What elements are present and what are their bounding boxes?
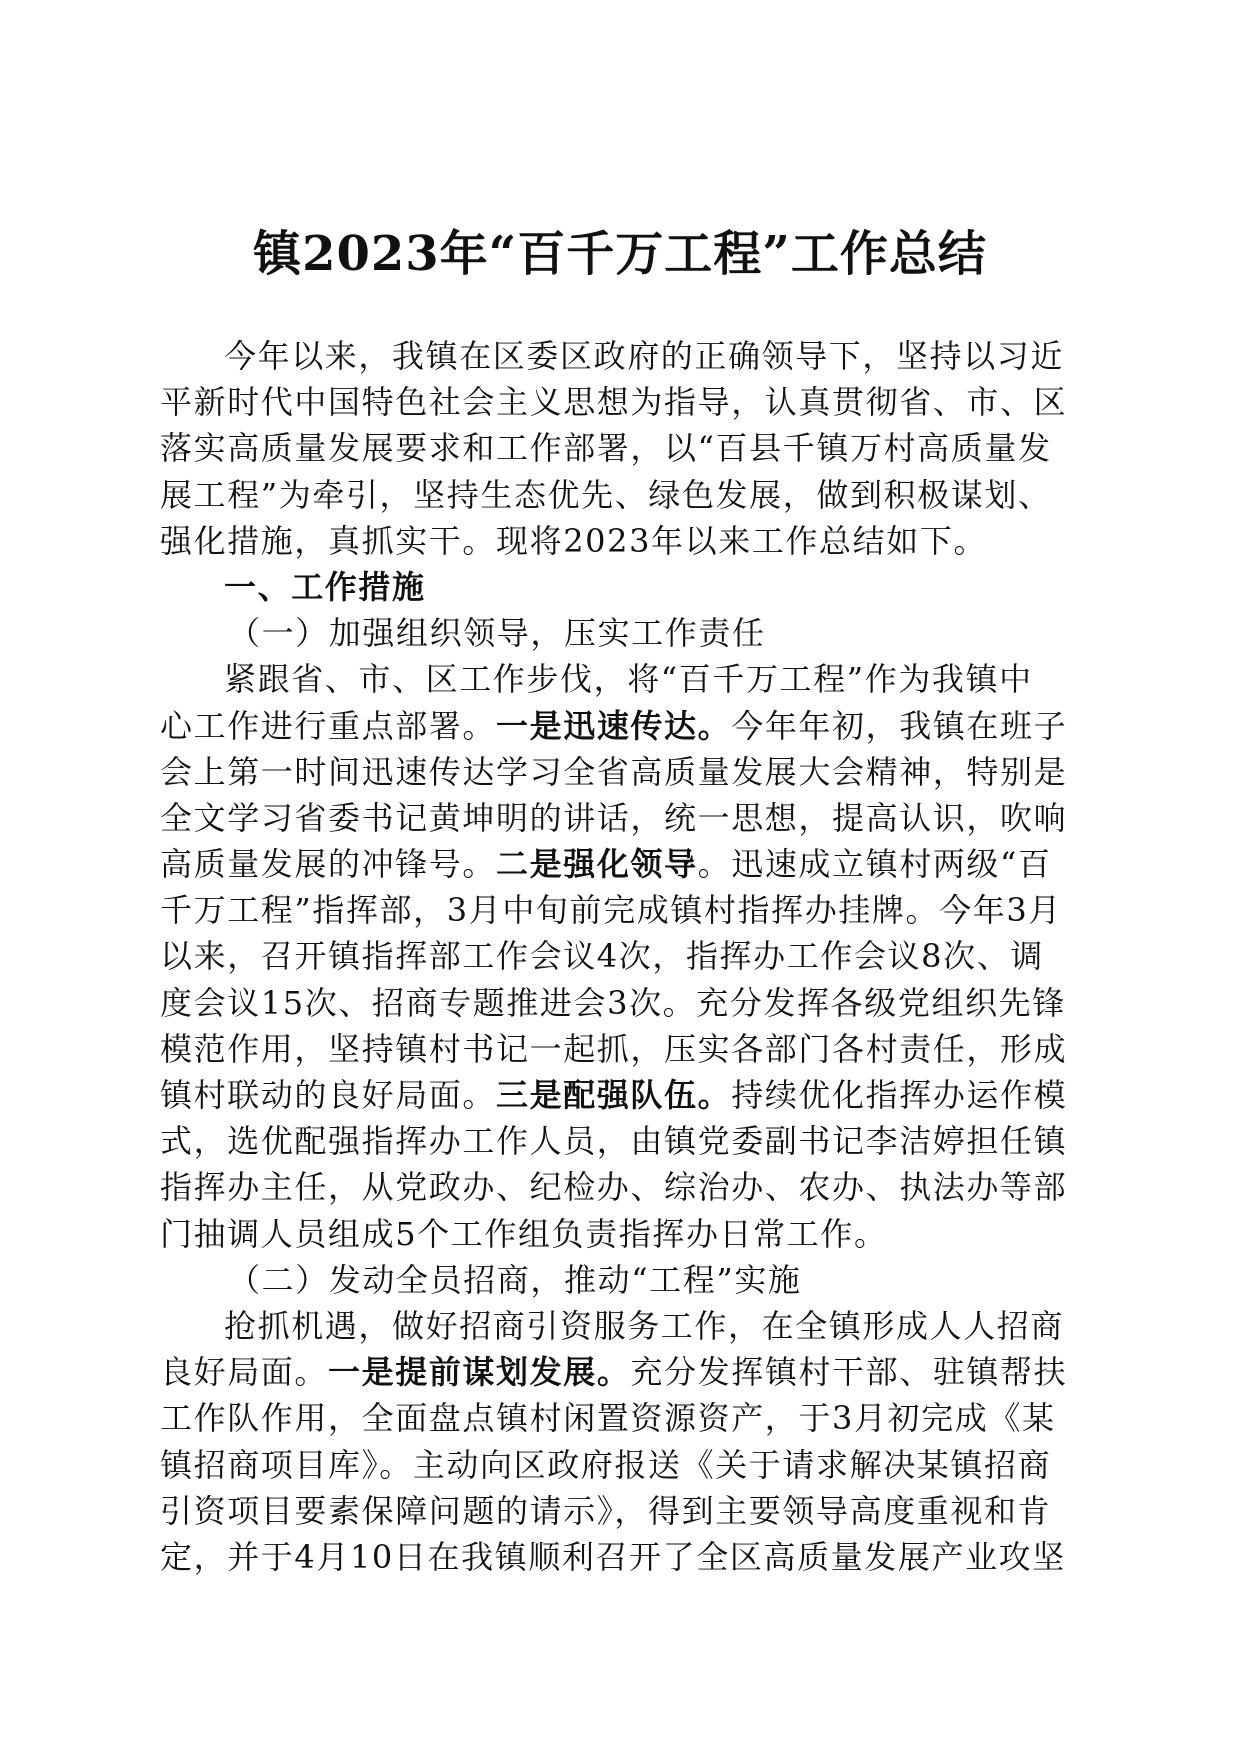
text-run: 高质量发展的冲锋号。 bbox=[160, 845, 497, 884]
text-run: 良好局面。 bbox=[160, 1353, 329, 1392]
paragraph-line: 落实高质量发展要求和工作部署，以“百县千镇万村高质量发 bbox=[160, 429, 1052, 468]
text-run: 心工作进行重点部署。 bbox=[160, 706, 497, 745]
paragraph-line: 度会议15次、招商专题推进会3次。充分发挥各级党组织先锋 bbox=[160, 983, 1066, 1022]
paragraph-line: 展工程”为牵引，坚持生态优先、绿色发展，做到积极谋划、 bbox=[160, 475, 1052, 514]
bold-lead-in: 一是迅速传达。 bbox=[496, 706, 732, 745]
paragraph-line bbox=[160, 703, 1080, 749]
paragraph-line: 指挥办主任，从党政办、纪检办、综治办、农办、执法办等部 bbox=[160, 1168, 1068, 1207]
text-run: 持续优化指挥办运作模 bbox=[731, 1076, 1068, 1114]
subsection-heading: （一）加强组织领导，压实工作责任 bbox=[228, 614, 766, 653]
paragraph-line: 今年以来，我镇在区委区政府的正确领导下，坚持以习近 bbox=[224, 337, 1065, 375]
paragraph-line bbox=[160, 1072, 1080, 1118]
paragraph-line: 引资项目要素保障问题的请示》，得到主要领导高度重视和肯 bbox=[160, 1491, 1052, 1530]
text-run: 镇村联动的良好局面。 bbox=[160, 1076, 497, 1114]
document-title: 镇2023年“百千万工程”工作总结 bbox=[253, 226, 987, 282]
paragraph-line: 会上第一时间迅速传达学习全省高质量发展大会精神，特别是 bbox=[160, 752, 1068, 791]
paragraph-line: 全文学习省委书记黄坤明的讲话，统一思想，提高认识，吹响 bbox=[160, 798, 1068, 837]
paragraph-line bbox=[160, 1349, 1080, 1395]
text-run: 充分发挥镇村干部、驻镇帮扶 bbox=[630, 1353, 1068, 1392]
paragraph-line bbox=[160, 841, 1080, 887]
paragraph-line: 式，选优配强指挥办工作人员，由镇党委副书记李洁婷担任镇 bbox=[160, 1122, 1068, 1161]
document-body bbox=[160, 333, 1080, 1580]
paragraph-line: 强化措施，真抓实干。现将2023年以来工作总结如下。 bbox=[160, 521, 988, 560]
paragraph-line: 抢抓机遇，做好招商引资服务工作，在全镇形成人人招商 bbox=[224, 1306, 1065, 1345]
text-run: 今年年初，我镇在班子 bbox=[731, 706, 1068, 745]
section-heading: 一、工作措施 bbox=[224, 567, 426, 606]
paragraph-line: 紧跟省、市、区工作步伐，将“百千万工程”作为我镇中 bbox=[224, 660, 1033, 699]
bold-lead-in: 二是强化领导 bbox=[496, 845, 698, 884]
text-run: 。迅速成立镇村两级“百 bbox=[697, 845, 1052, 884]
paragraph-line: 工作队作用，全面盘点镇村闲置资源资产，于3月初完成《某 bbox=[160, 1399, 1056, 1438]
paragraph-line: 模范作用，坚持镇村书记一起抓，压实各部门各村责任，形成 bbox=[160, 1029, 1068, 1068]
subsection-heading: （二）发动全员招商，推动“工程”实施 bbox=[228, 1260, 802, 1299]
paragraph-line: 镇招商项目库》。主动向区政府报送《关于请求解决某镇招商 bbox=[160, 1445, 1052, 1484]
paragraph-line: 千万工程”指挥部，3月中旬前完成镇村指挥办挂牌。今年3月 bbox=[160, 891, 1062, 930]
paragraph-line: 平新时代中国特色社会主义思想为指导，认真贯彻省、市、区 bbox=[160, 383, 1068, 422]
paragraph-line: 以来，召开镇指挥部工作会议4次，指挥办工作会议8次、调 bbox=[160, 937, 1044, 976]
paragraph-line: 门抽调人员组成5个工作组负责指挥办日常工作。 bbox=[160, 1214, 888, 1253]
bold-lead-in: 三是配强队伍。 bbox=[496, 1076, 732, 1114]
paragraph-line: 定，并于4月10日在我镇顺利召开了全区高质量发展产业攻坚 bbox=[160, 1537, 1066, 1576]
bold-lead-in: 一是提前谋划发展。 bbox=[328, 1353, 631, 1392]
